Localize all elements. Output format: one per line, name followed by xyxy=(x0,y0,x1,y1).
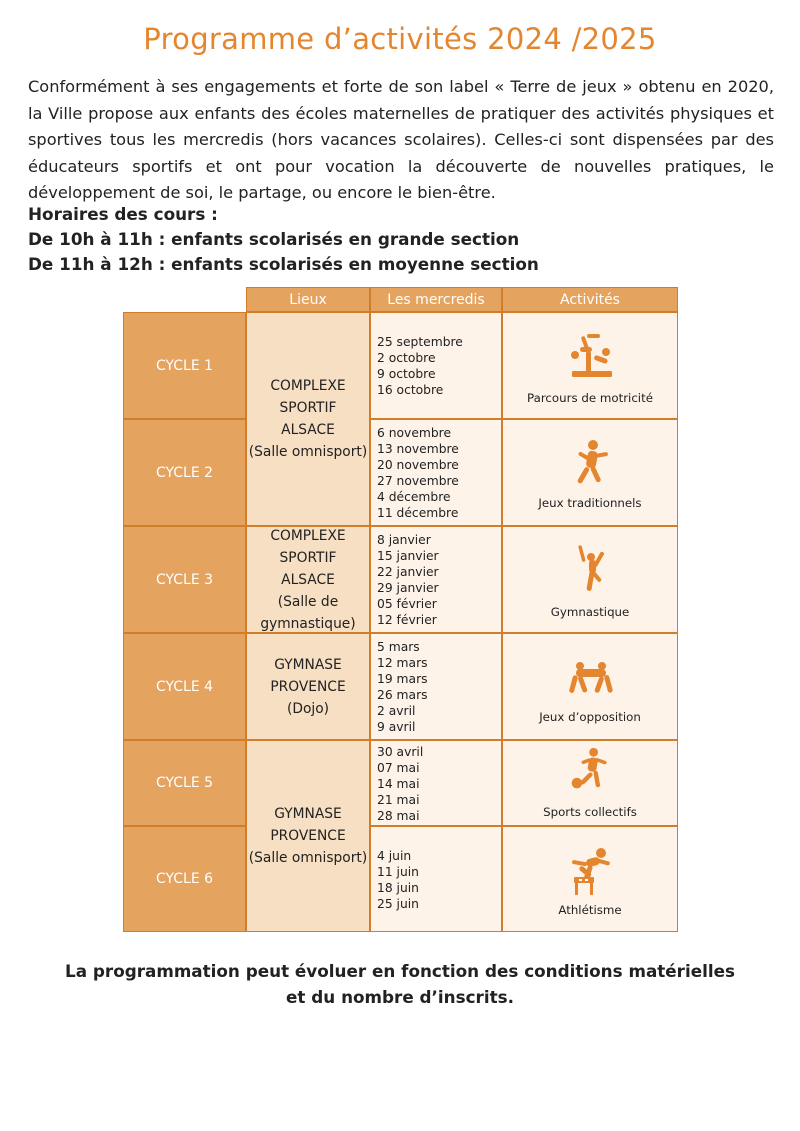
activity-label: Jeux traditionnels xyxy=(538,496,642,510)
date-item: 9 octobre xyxy=(377,367,436,381)
lieu-complexe-gymnastique xyxy=(246,526,370,633)
header-activites: Activités xyxy=(502,287,678,312)
running-icon xyxy=(566,438,616,488)
dates-cycle-2 xyxy=(370,419,502,526)
lieu-line: COMPLEXE xyxy=(270,527,346,544)
date-item: 21 mai xyxy=(377,793,420,807)
lieu-line: (Salle omnisport) xyxy=(248,444,368,460)
date-item: 15 janvier xyxy=(377,549,439,563)
activity-label: Sports collectifs xyxy=(543,805,637,819)
date-item: 4 décembre xyxy=(377,490,451,504)
hours-grande-section: De 10h à 11h : enfants scolarisés en grande section xyxy=(28,229,520,249)
activity-label: Parcours de motricité xyxy=(527,391,653,405)
dates-cycle-4 xyxy=(370,633,502,740)
activity-cycle-3 xyxy=(502,526,678,633)
date-item: 8 janvier xyxy=(377,533,431,547)
footer-line: et du nombre d’inscrits. xyxy=(286,987,514,1007)
date-item: 14 mai xyxy=(377,777,420,791)
dates-cycle-5 xyxy=(370,740,502,826)
cycle-5-label: CYCLE 5 xyxy=(123,740,246,826)
lieu-line: SPORTIF xyxy=(279,400,337,416)
cycle-2-label: CYCLE 2 xyxy=(123,419,246,526)
cycle-6-label: CYCLE 6 xyxy=(123,826,246,932)
cycle-1-label: CYCLE 1 xyxy=(123,312,246,419)
gymnast-icon xyxy=(566,543,616,593)
lieu-line: SPORTIF xyxy=(279,549,337,566)
lieu-complexe-omnisport xyxy=(246,312,370,526)
hurdles-icon xyxy=(566,847,616,897)
date-item: 2 octobre xyxy=(377,351,436,365)
date-item: 16 octobre xyxy=(377,383,444,397)
date-item: 25 juin xyxy=(377,897,419,911)
lieu-line: ALSACE xyxy=(281,571,335,588)
date-item: 28 mai xyxy=(377,809,420,823)
cycle-4-label: CYCLE 4 xyxy=(123,633,246,740)
lieu-line: GYMNASE xyxy=(274,806,342,822)
cycle-3-label: CYCLE 3 xyxy=(123,526,246,633)
hours-moyenne-section: De 11h à 12h : enfants scolarisés en moyenne section xyxy=(28,254,539,274)
date-item: 5 mars xyxy=(377,640,420,654)
lieu-gymnase-omnisport xyxy=(246,740,370,932)
date-item: 22 janvier xyxy=(377,565,439,579)
footer-line: La programmation peut évoluer en fonction des conditions matérielles xyxy=(65,961,735,981)
activity-label: Athlétisme xyxy=(558,903,622,917)
lieu-line: gymnastique) xyxy=(260,615,356,632)
activity-cycle-4 xyxy=(502,633,678,740)
lieu-line: (Salle omnisport) xyxy=(248,850,368,866)
lieu-line: ALSACE xyxy=(281,422,335,438)
activity-cycle-2 xyxy=(502,419,678,526)
lieu-line: (Salle de xyxy=(277,593,339,610)
footer-note xyxy=(0,958,800,1010)
date-item: 6 novembre xyxy=(377,426,452,440)
activity-cycle-1 xyxy=(502,312,678,419)
date-item: 13 novembre xyxy=(377,442,459,456)
lieu-line: PROVENCE xyxy=(270,828,346,844)
date-item: 30 avril xyxy=(377,745,424,759)
lieu-line: COMPLEXE xyxy=(270,378,346,394)
activity-label: Jeux d’opposition xyxy=(539,710,641,724)
date-item: 12 mars xyxy=(377,656,428,670)
dates-cycle-3 xyxy=(370,526,502,633)
page-title: Programme d’activités 2024 /2025 xyxy=(143,22,657,56)
lieu-line: PROVENCE xyxy=(270,678,346,695)
activity-cycle-6 xyxy=(502,826,678,932)
dates-cycle-1 xyxy=(370,312,502,419)
date-item: 11 juin xyxy=(377,865,419,879)
date-item: 18 juin xyxy=(377,881,419,895)
date-item: 11 décembre xyxy=(377,506,459,520)
lieu-line: (Dojo) xyxy=(286,700,330,717)
date-item: 29 janvier xyxy=(377,581,439,595)
date-item: 2 avril xyxy=(377,704,416,718)
date-item: 12 février xyxy=(377,613,437,627)
football-icon xyxy=(569,747,613,791)
intro-paragraph: Conformément à ses engagements et forte de son label « Terre de jeux » obtenu en 2020, la Ville propose aux enfants des écoles maternelles de pratiquer des activités physiques et sportives tous les mercredis (hors vacances scolaires). Celles-ci sont dispensées par des éducateurs sportifs et ont pour vocation la découverte de nouvelles pratiques, le développement de soi, le partage, ou encore le bien-être. xyxy=(28,77,774,203)
wrestling-icon xyxy=(566,652,616,702)
date-item: 20 novembre xyxy=(377,458,459,472)
dates-cycle-6 xyxy=(370,826,502,932)
date-item: 05 février xyxy=(377,597,437,611)
date-item: 9 avril xyxy=(377,720,416,734)
activity-cycle-5 xyxy=(502,740,678,826)
hours-heading: Horaires des cours : xyxy=(28,204,218,224)
activity-label: Gymnastique xyxy=(550,605,630,619)
lieu-gymnase-dojo xyxy=(246,633,370,740)
motricity-icon xyxy=(566,333,616,383)
header-lieux: Lieux xyxy=(246,287,370,312)
date-item: 27 novembre xyxy=(377,474,459,488)
header-mercredis: Les mercredis xyxy=(370,287,502,312)
lieu-line: GYMNASE xyxy=(274,656,342,673)
date-item: 26 mars xyxy=(377,688,428,702)
date-item: 19 mars xyxy=(377,672,428,686)
date-item: 4 juin xyxy=(377,849,412,863)
date-item: 07 mai xyxy=(377,761,420,775)
date-item: 25 septembre xyxy=(377,335,463,349)
